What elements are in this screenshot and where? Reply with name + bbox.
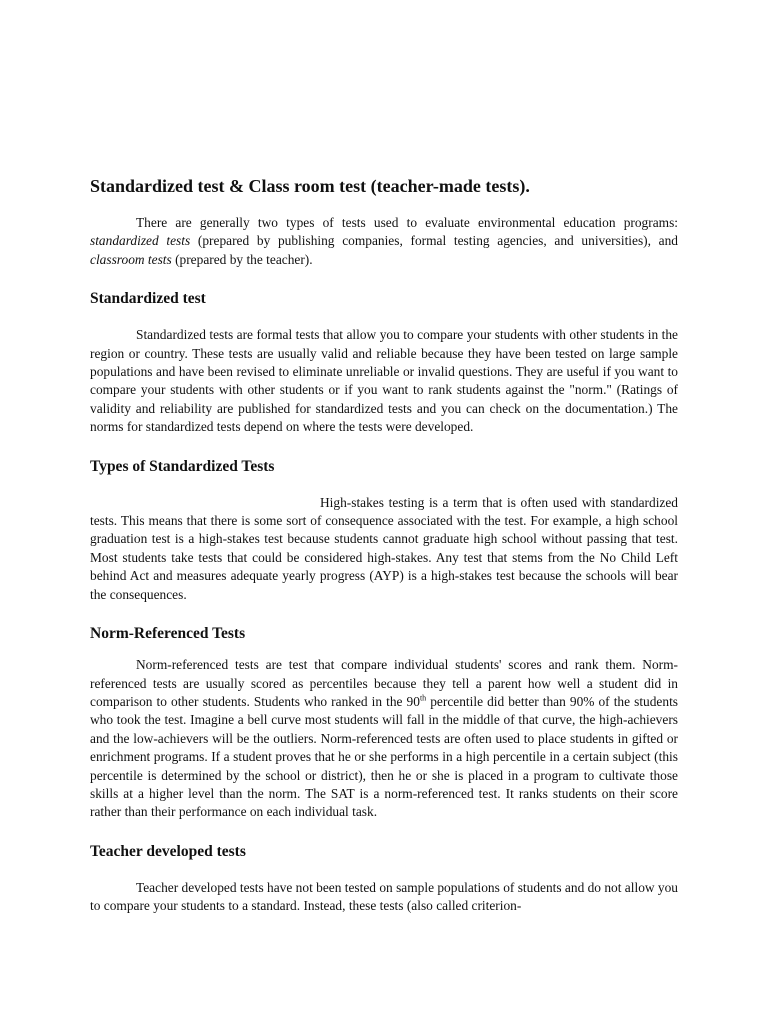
document-title: Standardized test & Class room test (teacher-made tests). [90, 176, 530, 196]
section-heading-teacher-developed: Teacher developed tests [90, 842, 246, 860]
section-paragraph-teacher-developed: Teacher developed tests have not been tested on sample populations of students and do not allow you to compare your students to a standard. Instead, these tests (also called criterion- [90, 879, 678, 914]
section-paragraph-standardized: Standardized tests are formal tests that allow you to compare your students with other students in the region or country. These tests are usually valid and reliable because they have been tested on large sample populations and have been revised to eliminate unreliable or invalid questions. They are useful if you want to compare your students with other students or if you want to rank students against the "norm." (Ratings of validity and reliability are published for standardized tests and you can check on the documentation.) The norms for standardized tests depend on where the tests were developed. [90, 327, 678, 435]
section-heading-types: Types of Standardized Tests [90, 457, 275, 475]
section-heading-standardized: Standardized test [90, 290, 206, 308]
intro-emphasis-classroom: classroom tests [90, 251, 172, 267]
section-paragraph-norm-referenced [90, 656, 678, 822]
norm-text-1: Norm-referenced tests are test that compare individual students' scores and rank them. Norm-referenced tests are usually scored as percentiles because they tell a parent how well a student did in comparison to other students. Students who ranked in the 90 [90, 657, 678, 709]
intro-text-3: (prepared by the teacher). [171, 251, 313, 267]
section-paragraph-types: High-stakes testing is a term that is often used with standardized tests. This means that there is some sort of consequence associated with the test. For example, a high school graduation test is a high-stakes test because students cannot graduate high school without passing that test. Most students take tests that could be considered high-stakes. Any test that stems from the No Child Left behind Act and measures adequate yearly progress (AYP) is a high-stakes test because the schools will bear the consequences. [90, 494, 678, 602]
intro-paragraph [90, 214, 678, 269]
intro-text-2: (prepared by publishing companies, formal testing agencies, and universities), and [190, 233, 678, 249]
intro-emphasis-standardized: standardized tests [90, 233, 191, 249]
ordinal-superscript: th [419, 693, 427, 703]
intro-text-1: There are generally two types of tests used to evaluate environmental education programs: [136, 215, 678, 230]
section-heading-norm-referenced: Norm-Referenced Tests [90, 625, 246, 643]
norm-text-2: percentile did better than 90% of the students who took the test. Imagine a bell curve most students will fall in the middle of that curve, the high-achievers and the low-achievers will be the outliers. Norm-referenced tests are often used to place students in gifted or enrichment programs. If a student proves that he or she performs in a high percentile in a certain subject (this percentile is determined by the school or district), then he or she is placed in a program to cultivate those skills at a higher level than the norm. The SAT is a norm-referenced test. It ranks students on their score rather than their performance on each individual task. [90, 693, 678, 820]
